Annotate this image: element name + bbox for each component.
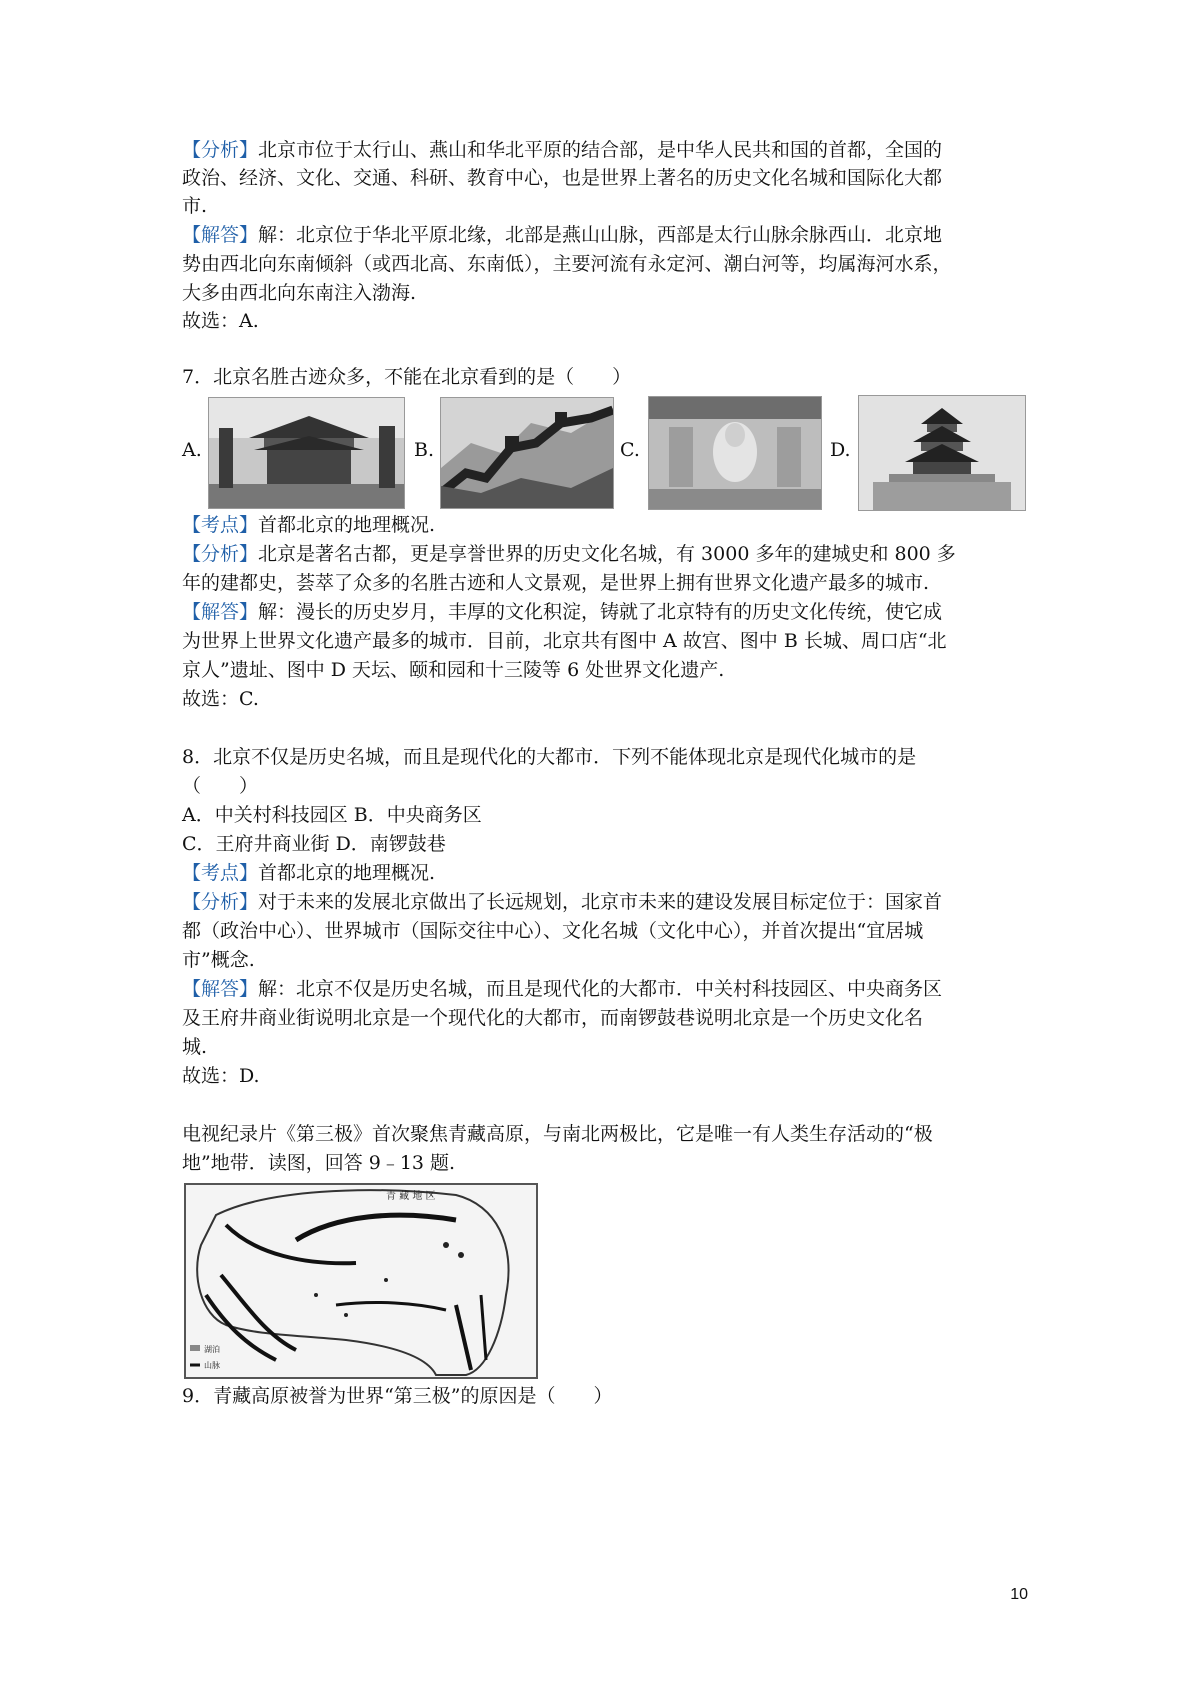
answer-tag: 【解答】: [182, 978, 259, 1000]
analysis-line: 【分析】北京是著名古都，更是享誉世界的历史文化名城，有 3000 多年的建城史和 800 多: [182, 543, 956, 565]
answer-line: 京人”遗址、图中 D 天坛、颐和园和十三陵等 6 处世界文化遗产.: [182, 659, 725, 681]
forbidden-city-photo: [208, 397, 405, 509]
answer-line: 【解答】解：北京位于华北平原北缘，北部是燕山山脉，西部是太行山脉余脉西山．北京地: [182, 224, 943, 246]
answer-line: 【解答】解：漫长的历史岁月，丰厚的文化积淀，铸就了北京特有的历史文化传统，使它成: [182, 601, 943, 623]
map-legend-mountain: 山脉: [204, 1361, 220, 1370]
analysis-tag: 【分析】: [182, 543, 259, 565]
answer-line: 为世界上世界文化遗产最多的城市．目前，北京共有图中 A 故宫、图中 B 长城、周口店“北: [182, 630, 947, 652]
point-line: 【考点】首都北京的地理概况.: [182, 862, 436, 884]
analysis-line: 市.: [182, 195, 208, 217]
analysis-tag: 【分析】: [182, 139, 259, 161]
analysis-line: 年的建都史，荟萃了众多的名胜古迹和人文景观，是世界上拥有世界文化遗产最多的城市.: [182, 572, 930, 594]
point-tag: 【考点】: [182, 514, 259, 536]
option-c-label: C.: [620, 439, 640, 461]
temple-of-heaven-photo: [858, 395, 1026, 511]
option-b-label: B.: [414, 439, 435, 461]
great-wall-photo: [440, 397, 614, 509]
option-a-label: A.: [182, 439, 202, 461]
choice-line: 故选：A.: [182, 310, 259, 332]
grottoes-photo: [648, 396, 822, 510]
question-8-option: A．中关村科技园区 B．中央商务区: [182, 804, 482, 826]
choice-line: 故选：C.: [182, 688, 259, 710]
option-d-label: D.: [830, 439, 851, 461]
question-8-stem: 8．北京不仅是历史名城，而且是现代化的大都市．下列不能体现北京是现代化城市的是: [182, 746, 917, 768]
analysis-line: 【分析】北京市位于太行山、燕山和华北平原的结合部，是中华人民共和国的首都，全国的: [182, 139, 943, 161]
point-tag: 【考点】: [182, 862, 259, 884]
analysis-line: 市”概念.: [182, 949, 255, 971]
qinghai-tibet-map: [184, 1183, 538, 1379]
answer-line: 大多由西北向东南注入渤海.: [182, 282, 417, 304]
intro-line: 地”地带．读图，回答 9﹣13 题.: [182, 1152, 456, 1174]
answer-line: 势由西北向东南倾斜（或西北高、东南低），主要河流有永定河、潮白河等，均属海河水系，: [182, 253, 952, 275]
map-legend-lake: 湖泊: [204, 1345, 220, 1354]
answer-tag: 【解答】: [182, 601, 259, 623]
choice-line: 故选：D.: [182, 1065, 260, 1087]
answer-line: 【解答】解：北京不仅是历史名城，而且是现代化的大都市．中关村科技园区、中央商务区: [182, 978, 943, 1000]
analysis-line: 【分析】对于未来的发展北京做出了长远规划，北京市未来的建设发展目标定位于：国家首: [182, 891, 943, 913]
answer-line: 及王府井商业街说明北京是一个现代化的大都市，而南锣鼓巷说明北京是一个历史文化名: [182, 1007, 924, 1029]
question-7-stem: 7．北京名胜古迹众多，不能在北京看到的是（ ）: [182, 366, 632, 388]
analysis-line: 都（政治中心）、世界城市（国际交往中心）、文化名城（文化中心），并首次提出“宜居城: [182, 920, 924, 942]
question-9-stem: 9．青藏高原被誉为世界“第三极”的原因是（ ）: [182, 1385, 613, 1407]
answer-line: 城.: [182, 1036, 208, 1058]
map-title: 青 藏 地 区: [386, 1191, 436, 1202]
question-8-stem: （ ）: [182, 775, 259, 797]
answer-tag: 【解答】: [182, 224, 259, 246]
analysis-tag: 【分析】: [182, 891, 259, 913]
question-8-option: C．王府井商业街 D．南锣鼓巷: [182, 833, 446, 855]
analysis-line: 政治、经济、文化、交通、科研、教育中心，也是世界上著名的历史文化名城和国际化大都: [182, 167, 943, 189]
point-line: 【考点】首都北京的地理概况.: [182, 514, 436, 536]
page-number: 10: [1010, 1586, 1028, 1603]
intro-line: 电视纪录片《第三极》首次聚焦青藏高原，与南北两极比，它是唯一有人类生存活动的“极: [182, 1123, 933, 1145]
